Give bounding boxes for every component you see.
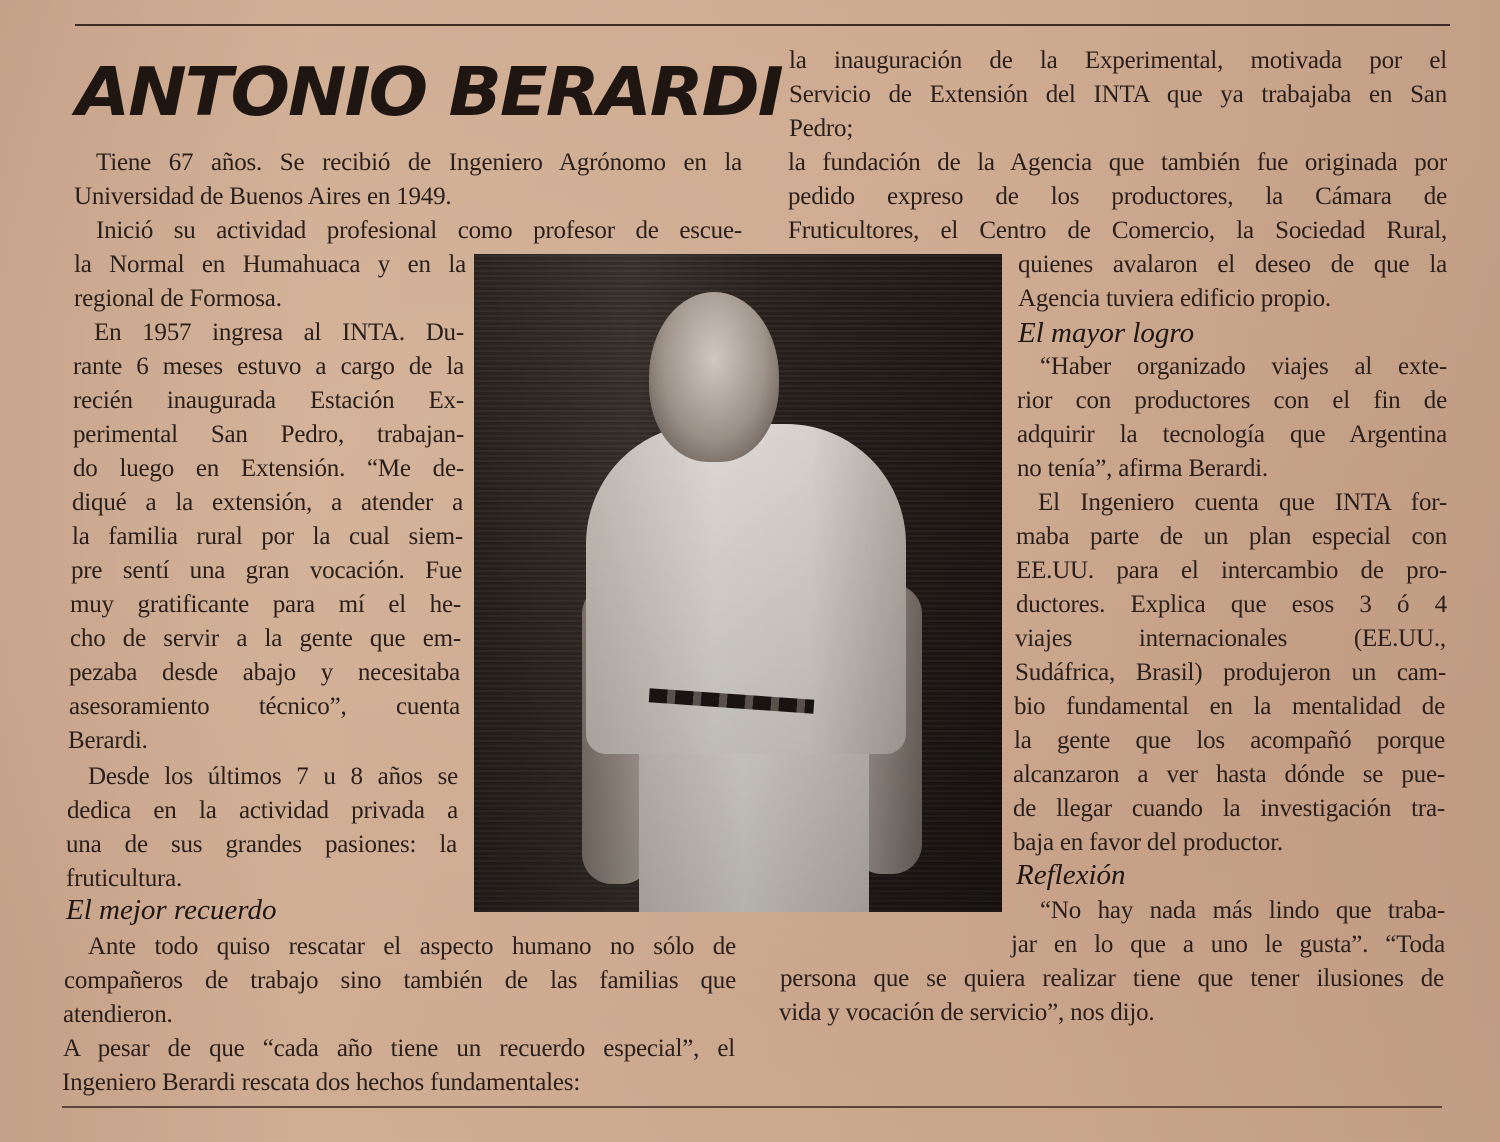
text-line: adquirir la tecnología que Argentina <box>1017 421 1447 448</box>
text-line: quienes avalaron el deseo de que la <box>1018 251 1447 278</box>
text-line: “Haber organizado viajes al exte- <box>1040 353 1447 380</box>
text-line: pre sentí una gran vocación. Fue <box>71 557 462 584</box>
text-line: perimental San Pedro, trabajan- <box>73 421 464 448</box>
text-line: pezaba desde abajo y necesitaba <box>69 659 460 686</box>
text-line: bio fundamental en la mentalidad de <box>1014 693 1445 720</box>
text-line: viajes internacionales (EE.UU., <box>1015 625 1446 652</box>
text-line: muy gratificante para mí el he- <box>70 591 461 618</box>
text-line: maba parte de un plan especial con <box>1016 523 1447 550</box>
text-line: Tiene 67 años. Se recibió de Ingeniero Agrónomo en la <box>96 149 742 176</box>
text-line: diqué a la extensión, a atender a <box>72 489 463 516</box>
portrait-photo <box>474 254 1002 912</box>
text-line: Fruticultores, el Centro de Comercio, la Sociedad Rural, <box>788 217 1447 244</box>
text-line: El Ingeniero cuenta que INTA for- <box>1038 489 1447 516</box>
text-line: la familia rural por la cual siem- <box>72 523 463 550</box>
subhead-mayor-logro: El mayor logro <box>1018 317 1195 349</box>
subhead-mejor-recuerdo: El mejor recuerdo <box>66 894 277 926</box>
text-line: de llegar cuando la investigación tra- <box>1013 795 1445 822</box>
text-line: la inauguración de la Experimental, motivada por el <box>789 47 1447 74</box>
text-line: Desde los últimos 7 u 8 años se <box>88 763 458 790</box>
text-line: vida y vocación de servicio”, nos dijo. <box>779 999 1155 1026</box>
text-line: A pesar de que “cada año tiene un recuerdo especial”, el <box>63 1035 735 1062</box>
bottom-rule <box>62 1106 1442 1108</box>
text-line: fruticultura. <box>66 865 183 892</box>
text-line: baja en favor del productor. <box>1013 829 1283 856</box>
subhead-reflexion: Reflexión <box>1016 859 1126 891</box>
text-line: “No hay nada más lindo que traba- <box>1040 897 1445 924</box>
text-line: atendieron. <box>63 1001 173 1028</box>
photo-shade <box>474 254 1002 912</box>
headline: ANTONIO BERARDI <box>76 52 782 132</box>
text-line: Inició su actividad profesional como profesor de escue- <box>96 217 742 244</box>
text-line: do luego en Extensión. “Me de- <box>73 455 464 482</box>
text-line: Ingeniero Berardi rescata dos hechos fundamentales: <box>62 1069 581 1096</box>
text-line: Agencia tuviera edificio propio. <box>1018 285 1331 312</box>
text-line: alcanzaron a ver hasta dónde se pue- <box>1013 761 1445 788</box>
text-line: cho de servir a la gente que em- <box>70 625 461 652</box>
text-line: Pedro; <box>789 115 854 142</box>
text-line: asesoramiento técnico”, cuenta <box>69 693 460 720</box>
text-line: una de sus grandes pasiones: la <box>66 831 457 858</box>
text-line: Berardi. <box>68 727 148 754</box>
text-line: compañeros de trabajo sino también de las familias que <box>64 967 736 994</box>
text-line: dedica en la actividad privada a <box>67 797 458 824</box>
text-line: la Normal en Humahuaca y en la <box>74 251 466 278</box>
text-line: rante 6 meses estuvo a cargo de la <box>73 353 464 380</box>
text-line: persona que se quiera realizar tiene que tener ilusiones de <box>780 965 1444 992</box>
text-line: EE.UU. para el intercambio de pro- <box>1016 557 1447 584</box>
text-line: recién inaugurada Estación Ex- <box>73 387 464 414</box>
text-line: En 1957 ingresa al INTA. Du- <box>94 319 464 346</box>
text-line: regional de Formosa. <box>74 285 282 312</box>
text-line: la fundación de la Agencia que también fue originada por <box>788 149 1447 176</box>
text-line: Universidad de Buenos Aires en 1949. <box>74 183 452 210</box>
text-line: Ante todo quiso rescatar el aspecto humano no sólo de <box>88 933 736 960</box>
text-line: Sudáfrica, Brasil) produjeron un cam- <box>1015 659 1446 686</box>
text-line: no tenía”, afirma Berardi. <box>1017 455 1268 482</box>
text-line: Servicio de Extensión del INTA que ya trabajaba en San <box>789 81 1447 108</box>
text-line: pedido expreso de los productores, la Cámara de <box>788 183 1447 210</box>
text-line: rior con productores con el fin de <box>1017 387 1447 414</box>
text-line: la gente que los acompañó porque <box>1014 727 1445 754</box>
text-line: ductores. Explica que esos 3 ó 4 <box>1016 591 1447 618</box>
text-line: jar en lo que a uno le gusta”. “Toda <box>1011 931 1445 958</box>
top-rule <box>75 24 1450 26</box>
